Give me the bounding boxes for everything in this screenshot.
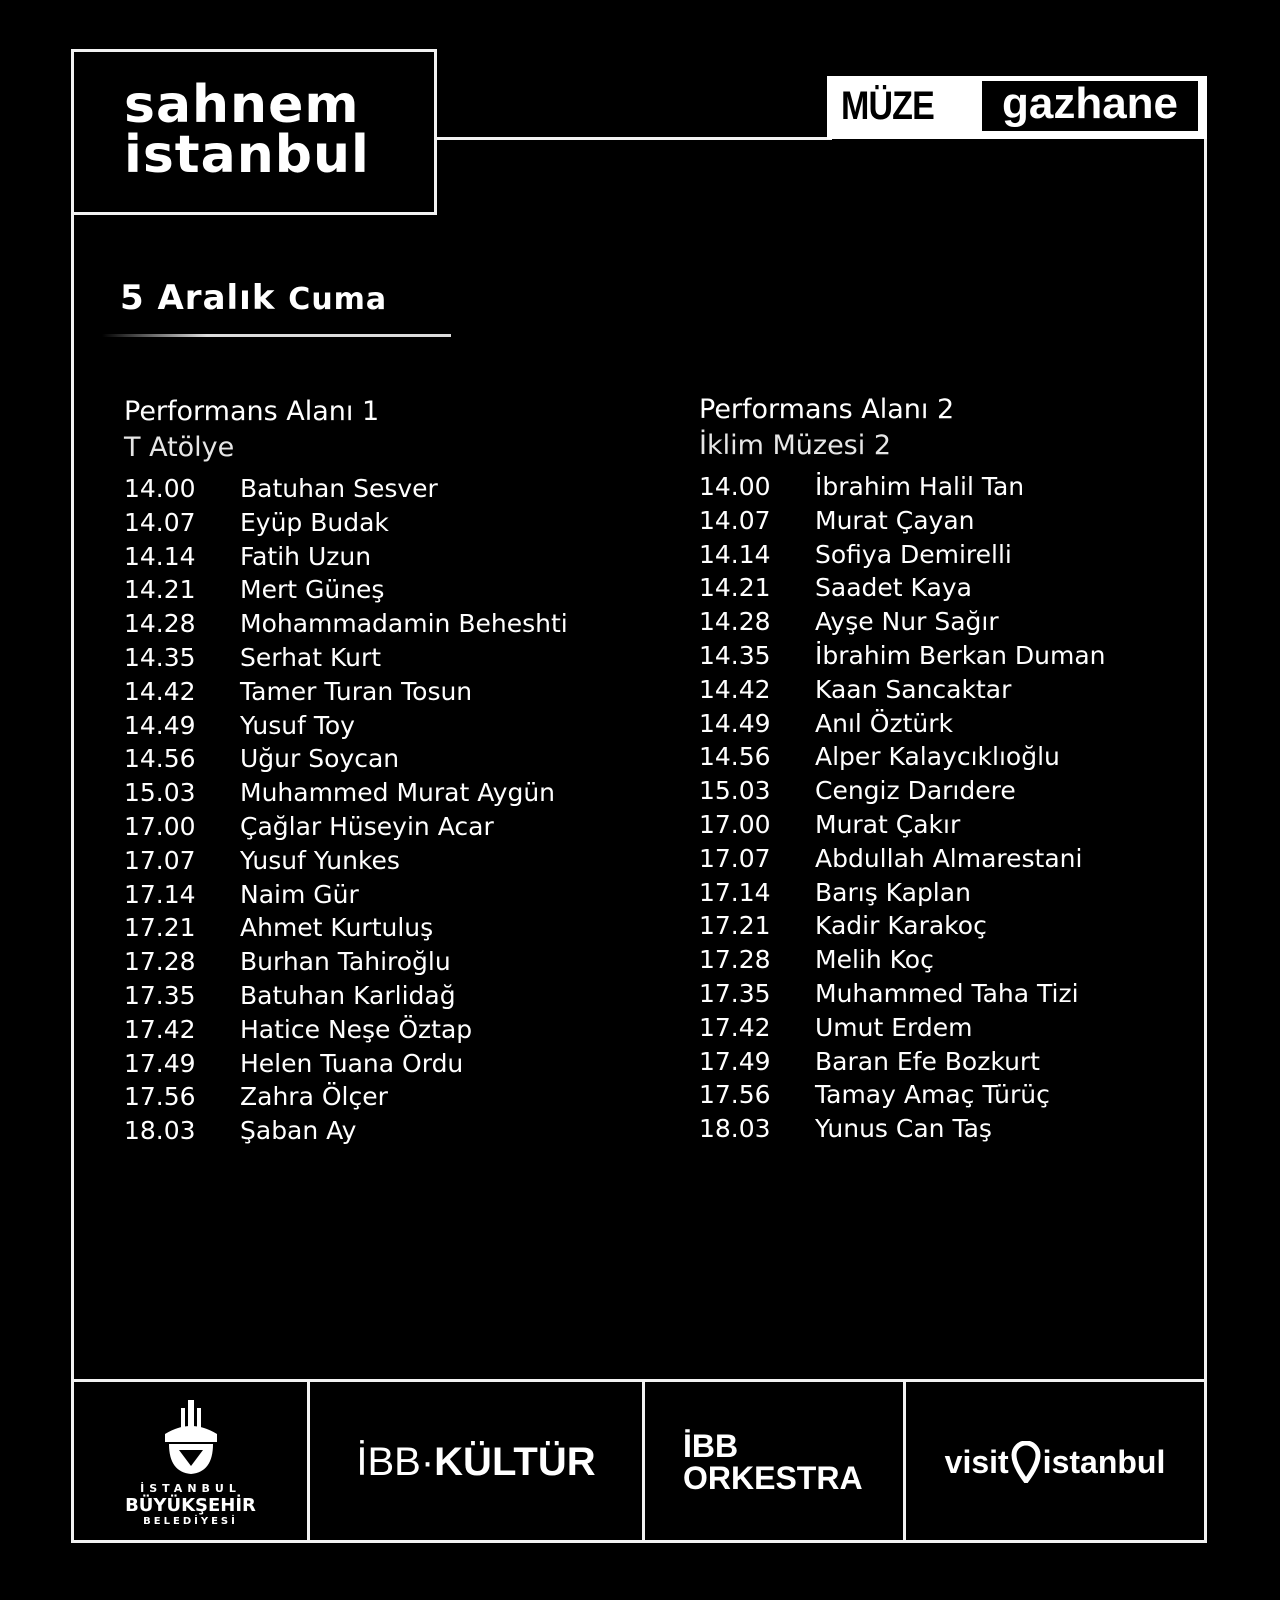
schedule-row bbox=[699, 876, 1106, 910]
performer-name: Çağlar Hüseyin Acar bbox=[240, 811, 494, 841]
performance-time: 14.28 bbox=[124, 609, 196, 639]
performance-time: 17.49 bbox=[124, 1048, 196, 1078]
performance-time: 17.35 bbox=[124, 980, 196, 1010]
performance-time: 14.28 bbox=[699, 607, 771, 637]
column-venue: İklim Müzesi 2 bbox=[699, 430, 892, 461]
ibb-logo bbox=[74, 1381, 307, 1543]
schedule-row bbox=[124, 472, 568, 506]
performer-name: Yunus Can Taş bbox=[815, 1114, 992, 1144]
performance-time: 18.03 bbox=[124, 1116, 196, 1146]
performer-name: Tamer Turan Tosun bbox=[240, 676, 473, 706]
performer-name: Batuhan Sesver bbox=[240, 474, 438, 503]
performance-time: 17.07 bbox=[699, 843, 771, 873]
schedule-row bbox=[699, 673, 1106, 707]
performer-name: Ahmet Kurtuluş bbox=[240, 913, 434, 943]
schedule-row bbox=[124, 776, 568, 810]
performer-name: Yusuf Yunkes bbox=[240, 845, 400, 875]
visit-text: visit bbox=[944, 1443, 1009, 1480]
performer-name: Helen Tuana Ordu bbox=[240, 1048, 464, 1078]
schedule-row bbox=[699, 909, 1106, 943]
performer-name: Saadet Kaya bbox=[815, 573, 972, 603]
performer-name: Batuhan Karlidağ bbox=[240, 980, 456, 1010]
performer-name: Serhat Kurt bbox=[240, 642, 382, 672]
schedule-row bbox=[699, 740, 1106, 774]
schedule-row bbox=[699, 977, 1106, 1011]
performance-time: 17.42 bbox=[699, 1012, 771, 1042]
performer-name: Alper Kalaycıklıoğlu bbox=[815, 742, 1060, 772]
ibb-line-2: BÜYÜKŞEHİR bbox=[125, 1494, 256, 1516]
performance-time: 14.56 bbox=[124, 744, 196, 774]
performer-name: Barış Kaplan bbox=[815, 877, 971, 907]
muze-gazhane-logo bbox=[827, 76, 1207, 139]
performer-name: Ayşe Nur Sağır bbox=[815, 607, 999, 637]
schedule-row bbox=[699, 504, 1106, 538]
frame-right bbox=[1204, 76, 1207, 1543]
performance-time: 17.42 bbox=[124, 1014, 196, 1044]
performance-time: 17.49 bbox=[699, 1046, 771, 1076]
performance-time: 18.03 bbox=[699, 1114, 771, 1144]
performer-name: Eyüp Budak bbox=[240, 507, 389, 537]
date-day: 5 Aralık bbox=[120, 278, 276, 318]
performance-time: 14.07 bbox=[124, 507, 196, 537]
performer-name: Murat Çayan bbox=[815, 505, 975, 535]
performer-name: Muhammed Murat Aygün bbox=[240, 778, 556, 808]
performance-time: 17.28 bbox=[699, 945, 771, 975]
performance-time: 17.00 bbox=[699, 809, 771, 839]
schedule-row bbox=[124, 810, 568, 844]
performance-time: 17.07 bbox=[124, 845, 196, 875]
schedule-row bbox=[124, 945, 568, 979]
schedule-column-1 bbox=[124, 394, 568, 1148]
schedule-row bbox=[124, 641, 568, 675]
schedule-row bbox=[124, 844, 568, 878]
schedule-row bbox=[124, 1047, 568, 1081]
schedule-row bbox=[699, 605, 1106, 639]
frame-left bbox=[71, 49, 74, 1543]
schedule-row bbox=[124, 1013, 568, 1047]
performance-time: 17.21 bbox=[124, 913, 196, 943]
performer-name: Fatih Uzun bbox=[240, 541, 372, 571]
schedule-row bbox=[699, 808, 1106, 842]
performance-time: 17.00 bbox=[124, 811, 196, 841]
schedule-row bbox=[699, 639, 1106, 673]
brand-logo bbox=[124, 75, 370, 185]
schedule-column-2 bbox=[699, 392, 1106, 1146]
performer-name: Murat Çakır bbox=[815, 809, 961, 839]
schedule-row bbox=[124, 1114, 568, 1148]
column-title: Performans Alanı 1 bbox=[124, 396, 380, 427]
schedule-row bbox=[699, 538, 1106, 572]
ibb-kultur-logo bbox=[310, 1381, 642, 1543]
performer-name: Yusuf Toy bbox=[240, 710, 355, 740]
performer-name: Tamay Amaç Türüç bbox=[815, 1080, 1050, 1110]
performer-name: Muhammed Taha Tizi bbox=[815, 978, 1079, 1008]
ibb-line-1: İSTANBUL bbox=[140, 1481, 241, 1495]
performance-time: 17.21 bbox=[699, 911, 771, 941]
performer-name: Naim Gür bbox=[240, 879, 359, 909]
performance-time: 15.03 bbox=[124, 778, 196, 808]
schedule-row bbox=[699, 1045, 1106, 1079]
performer-name: İbrahim Berkan Duman bbox=[815, 640, 1106, 670]
performance-time: 17.28 bbox=[124, 947, 196, 977]
kultur-prefix: İBB· bbox=[356, 1439, 435, 1484]
performance-time: 14.42 bbox=[124, 676, 196, 706]
brand-box bbox=[71, 49, 437, 215]
performance-time: 17.14 bbox=[699, 877, 771, 907]
schedule-row bbox=[124, 709, 568, 743]
performance-time: 14.00 bbox=[699, 472, 771, 501]
column-title: Performans Alanı 2 bbox=[699, 394, 955, 425]
performer-name: Burhan Tahiroğlu bbox=[240, 947, 451, 977]
performance-time: 14.49 bbox=[699, 708, 771, 738]
schedule-row bbox=[124, 911, 568, 945]
performer-name: Anıl Öztürk bbox=[815, 708, 953, 738]
schedule-row bbox=[124, 506, 568, 540]
performer-name: Sofiya Demirelli bbox=[815, 539, 1012, 569]
performance-time: 14.49 bbox=[124, 710, 196, 740]
performance-time: 17.35 bbox=[699, 978, 771, 1008]
performer-name: Melih Koç bbox=[815, 945, 934, 975]
schedule-row bbox=[699, 470, 1106, 504]
performer-name: Abdullah Almarestani bbox=[815, 843, 1083, 873]
schedule-row bbox=[699, 842, 1106, 876]
istanbul-text: istanbul bbox=[1042, 1443, 1166, 1480]
frame-top bbox=[437, 137, 832, 140]
visit-istanbul-logo bbox=[906, 1381, 1204, 1543]
muze-text: MÜZE bbox=[841, 84, 934, 128]
performance-time: 14.42 bbox=[699, 674, 771, 704]
performance-time: 14.14 bbox=[124, 541, 196, 571]
brand-line-1: sahnem bbox=[124, 75, 360, 135]
schedule-row bbox=[124, 1080, 568, 1114]
schedule-row bbox=[124, 607, 568, 641]
performer-name: Zahra Ölçer bbox=[240, 1082, 388, 1112]
date-underline bbox=[102, 334, 451, 337]
ibb-emblem-icon bbox=[161, 1398, 221, 1476]
performer-name: İbrahim Halil Tan bbox=[815, 472, 1025, 501]
performance-time: 14.21 bbox=[699, 573, 771, 603]
schedule-row bbox=[699, 571, 1106, 605]
performer-name: Kaan Sancaktar bbox=[815, 674, 1012, 704]
date-weekday: Cuma bbox=[288, 282, 388, 317]
performance-time: 14.07 bbox=[699, 505, 771, 535]
column-venue: T Atölye bbox=[124, 432, 235, 463]
performance-time: 14.35 bbox=[124, 642, 196, 672]
performance-time: 17.56 bbox=[124, 1082, 196, 1112]
performer-name: Umut Erdem bbox=[815, 1012, 973, 1042]
schedule-row bbox=[124, 878, 568, 912]
performance-time: 14.21 bbox=[124, 575, 196, 605]
schedule-row bbox=[699, 1078, 1106, 1112]
ibb-line-3: BELEDİYESİ bbox=[143, 1515, 238, 1527]
performance-time: 14.14 bbox=[699, 539, 771, 569]
performer-name: Mohammadamin Beheshti bbox=[240, 609, 568, 639]
performer-name: Hatice Neşe Öztap bbox=[240, 1014, 473, 1044]
ibb-orkestra-logo bbox=[645, 1381, 903, 1543]
performance-time: 14.00 bbox=[124, 474, 196, 503]
schedule-row bbox=[699, 707, 1106, 741]
brand-line-2: istanbul bbox=[124, 125, 370, 185]
schedule-row bbox=[124, 742, 568, 776]
schedule-row bbox=[124, 979, 568, 1013]
orkestra-prefix: İBB bbox=[683, 1428, 739, 1464]
performance-time: 15.03 bbox=[699, 776, 771, 806]
performance-time: 14.35 bbox=[699, 640, 771, 670]
gazhane-text: gazhane bbox=[982, 81, 1198, 131]
performance-time: 17.56 bbox=[699, 1080, 771, 1110]
performance-time: 17.14 bbox=[124, 879, 196, 909]
performer-name: Uğur Soycan bbox=[240, 744, 400, 774]
performer-name: Cengiz Darıdere bbox=[815, 776, 1016, 806]
schedule-row bbox=[699, 1112, 1106, 1146]
performer-name: Kadir Karakoç bbox=[815, 911, 987, 941]
performer-name: Şaban Ay bbox=[240, 1116, 357, 1146]
location-pin-icon bbox=[1011, 1441, 1041, 1483]
kultur-text: KÜLTÜR bbox=[434, 1439, 596, 1484]
performance-time: 14.56 bbox=[699, 742, 771, 772]
schedule-row bbox=[699, 1011, 1106, 1045]
schedule-row bbox=[124, 573, 568, 607]
schedule-row bbox=[699, 774, 1106, 808]
schedule-row bbox=[124, 540, 568, 574]
schedule-row bbox=[699, 943, 1106, 977]
orkestra-text: ORKESTRA bbox=[683, 1460, 863, 1496]
performer-name: Mert Güneş bbox=[240, 575, 385, 605]
schedule-row bbox=[124, 675, 568, 709]
event-date bbox=[120, 278, 387, 318]
performer-name: Baran Efe Bozkurt bbox=[815, 1046, 1040, 1076]
